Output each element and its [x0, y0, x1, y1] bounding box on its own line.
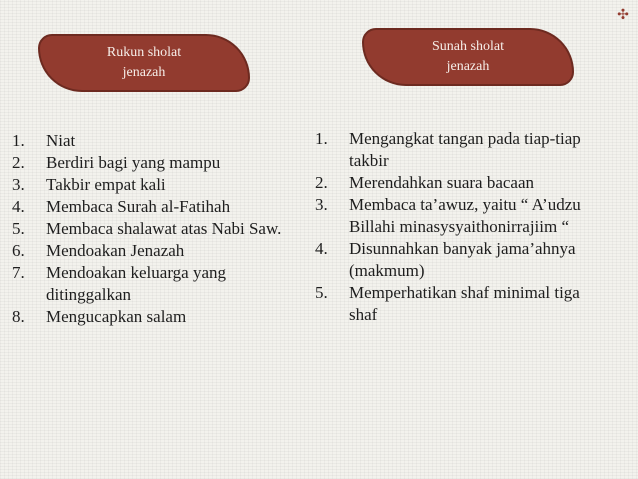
- rukun-sholat-label: Rukun sholat jenazah: [106, 45, 182, 80]
- list-text: Mendoakan keluarga yang ditinggalkan: [46, 263, 227, 304]
- list-number: 5.: [12, 219, 25, 238]
- list-text: Membaca shalawat atas Nabi Saw.: [46, 219, 282, 238]
- list-item: [12, 152, 302, 174]
- list-text: Memperhatikan shaf minimal tiga shaf: [349, 283, 580, 324]
- list-number: 4.: [315, 239, 328, 258]
- list-number: 2.: [12, 153, 25, 172]
- list-number: 3.: [315, 195, 328, 214]
- list-text: Mengucapkan salam: [46, 307, 187, 326]
- list-text: Membaca Surah al-Fatihah: [46, 197, 231, 216]
- list-text: Merendahkan suara bacaan: [349, 173, 535, 192]
- list-text: Takbir empat kali: [46, 175, 166, 194]
- list-number: 7.: [12, 263, 25, 282]
- sunah-sholat-badge: [362, 28, 574, 86]
- list-text: Mendoakan Jenazah: [46, 241, 185, 260]
- list-item: [12, 130, 302, 152]
- list-item: [315, 238, 600, 282]
- list-number: 4.: [12, 197, 25, 216]
- list-text: Mengangkat tangan pada tiap-tiap takbir: [349, 129, 581, 170]
- list-item: [12, 196, 302, 218]
- list-number: 6.: [12, 241, 25, 260]
- list-number: 2.: [315, 173, 328, 192]
- sparkle-icon: ✣: [617, 7, 629, 23]
- list-item: [315, 282, 600, 326]
- list-item: [12, 240, 302, 262]
- list-item: [315, 194, 600, 238]
- list-item: [12, 262, 302, 306]
- list-number: 1.: [12, 131, 25, 150]
- list-number: 8.: [12, 307, 25, 326]
- list-item: [315, 172, 600, 194]
- list-item: [12, 218, 302, 240]
- list-item: [12, 306, 302, 328]
- list-number: 3.: [12, 175, 25, 194]
- list-text: Berdiri bagi yang mampu: [46, 153, 221, 172]
- list-text: Disunnahkan banyak jama’ahnya (makmum): [349, 239, 576, 280]
- sunah-list: [315, 128, 600, 326]
- rukun-list: [12, 130, 302, 328]
- list-number: 5.: [315, 283, 328, 302]
- list-item: [315, 128, 600, 172]
- rukun-sholat-badge: [38, 34, 250, 92]
- list-text: Membaca ta’awuz, yaitu “ A’udzu Billahi minasysyaithonirrajiim “: [349, 195, 581, 236]
- list-number: 1.: [315, 129, 328, 148]
- list-item: [12, 174, 302, 196]
- list-text: Niat: [46, 131, 76, 150]
- sunah-sholat-label: Sunah sholat jenazah: [432, 39, 504, 74]
